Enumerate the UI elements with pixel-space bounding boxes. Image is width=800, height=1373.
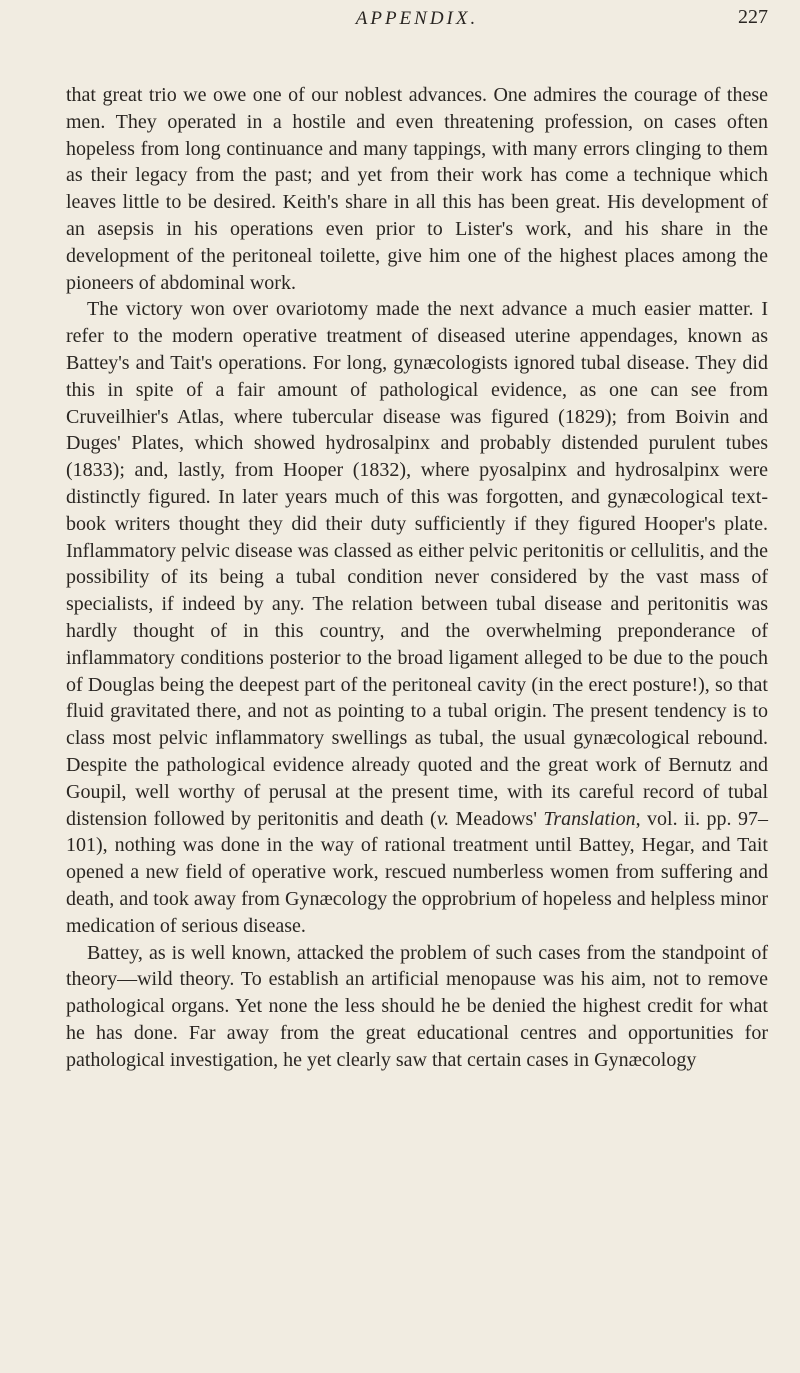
paragraph-2-ending: , vol. ii. pp. 97–101), nothing was done in the way of rational treatment until Battey, Hegar, and Tait opened a new field of operative work, rescued numberless women from suffering and death, and took away from Gynæcology the opprobrium of hopeless and helpless minor medication of serious disease.: [66, 807, 768, 937]
paragraph-1: that great trio we owe one of our noblest advances. One admires the courage of these men. They operated in a hostile and even threatening profession, on cases often hopeless from long continuance and many tappings, with many errors clinging to them as their legacy from the past; and yet from their work has come a technique which leaves little to be desired. Keith's share in all this has been great. His development of an asepsis in his operations even prior to Lister's work, and his share in the development of the peritoneal toilette, give him one of the highest places among the pioneers of abdominal work.: [66, 84, 768, 294]
paragraph-2-text: The victory won over ovariotomy made the next advance a much easier matter. I refer to the modern operative treatment of diseased uterine appendages, known as Battey's and Tait's operations. For long, gynæcologists ignored tubal disease. They did this in spite of a fair amount of pathological evidence, as one can see from Cruveilhier's Atlas, where tubercular disease was figured (1829); from Boivin and Duges' Plates, which showed hydrosalpinx and probably distended purulent tubes (1833); and, lastly, from Hooper (1832), where pyosalpinx and hydrosalpinx were distinctly figured. In later years much of this was forgotten, and gynæcological text-book writers thought they did their duty sufficiently if they figured Hooper's plate. Inflammatory pelvic disease was classed as either pelvic peritonitis or cellulitis, and the possibility of its being a tubal condition never considered by the vast mass of specialists, if indeed by any. The relation between tubal disease and peritonitis was hardly thought of in this country, and the overwhelming preponderance of inflammatory conditions posterior to the broad ligament alleged to be due to the pouch of Douglas being the deepest part of the peritoneal cavity (in the erect posture!), so that fluid gravitated there, and not as pointing to a tubal origin. The present tendency is to class most pelvic inflammatory swellings as tubal, the usual gynæcological rebound. Despite the pathological evidence already quoted and the great work of Bernutz and Goupil, well worthy of perusal at the present time, with its careful record of tubal distension followed by peritonitis and death (: [66, 298, 768, 830]
running-title: APPENDIX.: [355, 8, 479, 29]
page-number: 227: [738, 6, 768, 28]
paragraph-2-citation-author: Meadows': [449, 807, 544, 830]
body-text: [66, 82, 768, 1073]
paragraph-2: [66, 296, 768, 939]
paragraph-3: Battey, as is well known, attacked the problem of such cases from the standpoint of theory—wild theory. To establish an artificial menopause was his aim, not to remove pathological organs. Yet none the less should he be denied the highest credit for what he has done. Far away from the great educational centres and opportunities for pathological investigation, he yet clearly saw that certain cases in Gynæcology: [66, 941, 768, 1071]
running-head: [66, 0, 768, 40]
citation-abbrev: v.: [436, 807, 450, 830]
citation-title: Translation: [543, 807, 636, 830]
